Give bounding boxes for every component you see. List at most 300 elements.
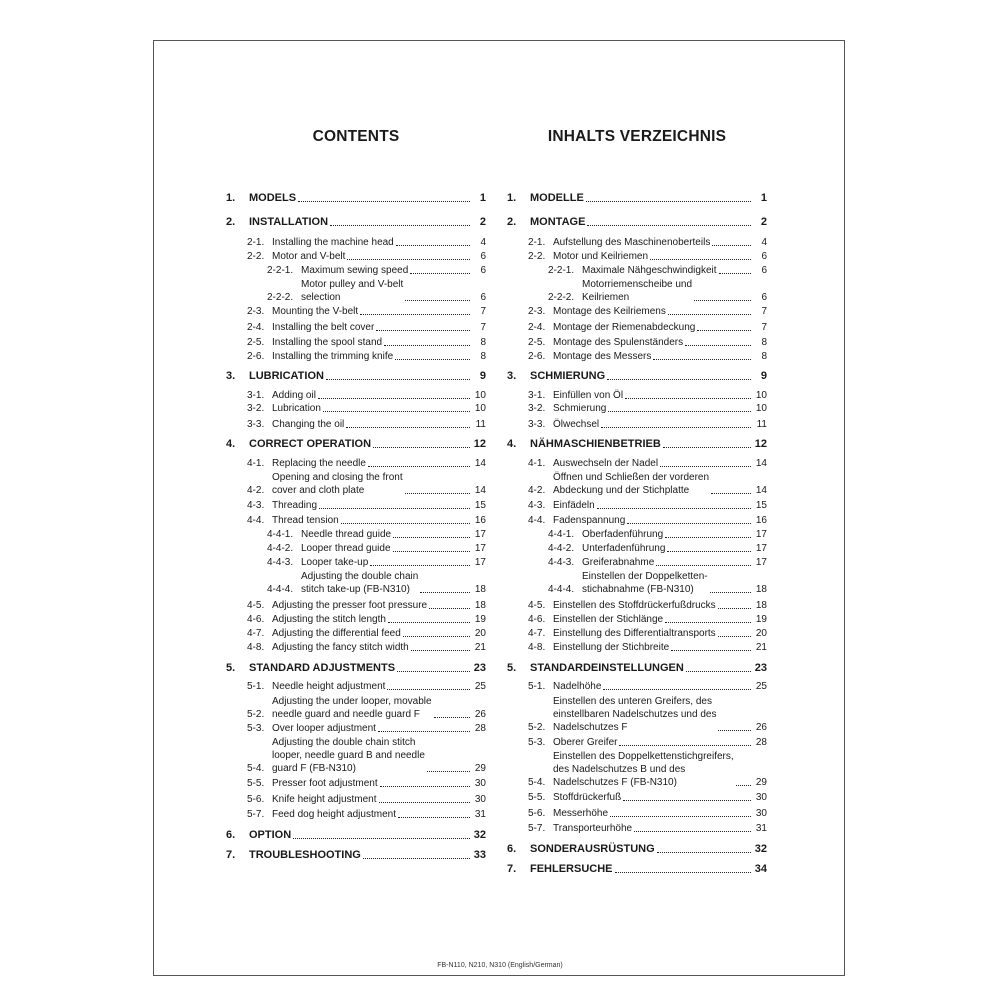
dot-leader: [376, 330, 470, 331]
toc-entry-page-number: 30: [474, 794, 486, 805]
toc-entry-number: 2-5.: [247, 337, 265, 348]
toc-entry-number: 5-4.: [528, 777, 546, 788]
toc-entry-page-number: 12: [473, 438, 486, 450]
dot-leader: [718, 730, 751, 731]
toc-entry-title: Looper take-up: [301, 557, 369, 568]
toc-entry-title: Montage des Keilriemens: [553, 306, 666, 317]
toc-entry-title: Einstellen der Doppelketten- stichabnahme (FB-N310): [582, 571, 708, 595]
toc-entry: [507, 570, 767, 596]
toc-entry: [226, 278, 486, 304]
toc-entry-title: Knife height adjustment: [272, 794, 377, 805]
toc-entry: [507, 750, 767, 789]
toc-entry: [226, 350, 486, 363]
toc-entry: [507, 499, 767, 512]
toc-entry: [507, 528, 767, 541]
toc-entry-page-number: 14: [474, 485, 486, 496]
dot-leader: [710, 592, 751, 593]
toc-section: [507, 192, 767, 205]
toc-entry-number: 3-2.: [528, 403, 546, 414]
toc-entry: [507, 542, 767, 555]
toc-entry-title: OPTION: [249, 829, 292, 841]
dot-leader: [368, 466, 470, 467]
toc-entry: [226, 250, 486, 263]
toc-entry: [226, 336, 486, 349]
toc-entry-title: FEHLERSUCHE: [530, 863, 613, 875]
toc-entry-number: 4-8.: [247, 642, 265, 653]
dot-leader: [411, 650, 470, 651]
toc-entry-page-number: 6: [761, 251, 767, 262]
toc-entry: [507, 736, 767, 749]
toc-entry-number: 4-4-2.: [267, 543, 294, 554]
dot-leader: [601, 427, 751, 428]
toc-entry-number: 2-6.: [247, 351, 265, 362]
toc-entry-title: Replacing the needle: [272, 458, 366, 469]
dot-leader: [663, 447, 751, 448]
toc-entry: [507, 264, 767, 277]
dot-leader: [384, 345, 470, 346]
toc-entry: [507, 350, 767, 363]
dot-leader: [330, 225, 470, 226]
toc-entry-title: CORRECT OPERATION: [249, 438, 372, 450]
dot-leader: [665, 622, 751, 623]
toc-entry-number: 2-2-1.: [548, 265, 575, 276]
toc-entry-number: 4-4-3.: [548, 557, 575, 568]
toc-entry: [226, 680, 486, 693]
toc-entry-number: 4-5.: [528, 600, 546, 611]
toc-entry-number: 5-1.: [528, 681, 546, 692]
toc-entry: [507, 641, 767, 654]
toc-entry-title: Mounting the V-belt: [272, 306, 359, 317]
dot-leader: [347, 259, 470, 260]
toc-entry-page-number: 8: [761, 337, 767, 348]
toc-entry-page-number: 15: [755, 500, 767, 511]
toc-entry-number: 2-6.: [528, 351, 546, 362]
dot-leader: [427, 771, 470, 772]
toc-entry-number: 2-4.: [247, 322, 265, 333]
toc-entry-title: Opening and closing the front cover and cloth plate: [272, 472, 403, 496]
toc-entry: [226, 499, 486, 512]
dot-leader: [615, 872, 751, 873]
toc-entry-title: MODELS: [249, 192, 297, 204]
toc-entry-title: Nadelhöhe: [553, 681, 602, 692]
toc-entry-number: 5-7.: [528, 823, 546, 834]
dot-leader: [318, 398, 470, 399]
toc-entry-page-number: 31: [755, 823, 767, 834]
toc-entry-page-number: 28: [755, 737, 767, 748]
toc-entry-number: 2-2.: [528, 251, 546, 262]
toc-entry-number: 4-3.: [528, 500, 546, 511]
toc-entry-page-number: 1: [479, 192, 486, 204]
toc-entry-title: Messerhöhe: [553, 808, 609, 819]
toc-entry-number: 6.: [507, 843, 517, 855]
dot-leader: [608, 411, 751, 412]
toc-entry-number: 4-4-4.: [267, 584, 294, 595]
dot-leader: [587, 225, 751, 226]
dot-leader: [668, 314, 751, 315]
toc-entry-number: 5-5.: [528, 792, 546, 803]
toc-entry: [507, 402, 767, 415]
toc-entry-number: 3-3.: [528, 419, 546, 430]
toc-entry: [507, 236, 767, 249]
toc-entry-title: Einstellung der Stichbreite: [553, 642, 670, 653]
toc-entry: [226, 528, 486, 541]
toc-entry: [507, 305, 767, 318]
toc-entry-page-number: 23: [754, 662, 767, 674]
toc-entry: [226, 389, 486, 402]
toc-entry-page-number: 10: [755, 403, 767, 414]
dot-leader: [319, 508, 470, 509]
toc-entry-title: Presser foot adjustment: [272, 778, 378, 789]
toc-entry-number: 4-4.: [247, 515, 265, 526]
toc-entry-page-number: 9: [479, 370, 486, 382]
toc-entry: [226, 793, 486, 806]
toc-section: [507, 863, 767, 876]
toc-entry-page-number: 18: [474, 584, 486, 595]
toc-entry-title: Adding oil: [272, 390, 316, 401]
toc-entry: [226, 514, 486, 527]
dot-leader: [719, 273, 751, 274]
toc-entry-page-number: 20: [474, 628, 486, 639]
dot-leader: [405, 493, 470, 494]
toc-entry-number: 2-1.: [247, 237, 265, 248]
dot-leader: [686, 671, 751, 672]
toc-entry-page-number: 21: [755, 642, 767, 653]
toc-entry-page-number: 12: [754, 438, 767, 450]
toc-entry-page-number: 14: [474, 458, 486, 469]
toc-entry: [507, 321, 767, 334]
toc-entry-number: 5-3.: [528, 737, 546, 748]
toc-entry-page-number: 21: [474, 642, 486, 653]
toc-entry-page-number: 19: [755, 614, 767, 625]
toc-entry-title: Motor und Keilriemen: [553, 251, 649, 262]
dot-leader: [607, 379, 751, 380]
toc-entry-number: 7.: [226, 849, 236, 861]
toc-entry-title: INSTALLATION: [249, 216, 329, 228]
dot-leader: [403, 636, 470, 637]
toc-entry: [226, 777, 486, 790]
toc-entry-title: STANDARDEINSTELLUNGEN: [530, 662, 684, 674]
toc-entry: [507, 822, 767, 835]
toc-entry-page-number: 6: [480, 265, 486, 276]
dot-leader: [410, 273, 470, 274]
toc-entry-page-number: 6: [761, 292, 767, 303]
toc-entry-page-number: 30: [755, 792, 767, 803]
toc-entry-page-number: 20: [755, 628, 767, 639]
toc-entry: [226, 599, 486, 612]
toc-entry: [507, 599, 767, 612]
toc-entry-number: 1.: [226, 192, 236, 204]
dot-leader: [736, 785, 751, 786]
dot-leader: [711, 493, 751, 494]
toc-entry-number: 2-5.: [528, 337, 546, 348]
toc-entry-page-number: 6: [480, 292, 486, 303]
toc-entry: [226, 722, 486, 735]
toc-entry-title: Fadenspannung: [553, 515, 626, 526]
toc-entry-number: 2-2-2.: [548, 292, 575, 303]
toc-entry: [226, 736, 486, 775]
toc-entry: [507, 471, 767, 497]
toc-entry-number: 4-3.: [247, 500, 265, 511]
toc-entry-number: 4-4-3.: [267, 557, 294, 568]
toc-entry-title: Oberer Greifer: [553, 737, 618, 748]
toc-entry-page-number: 10: [474, 403, 486, 414]
toc-entry-number: 4-2.: [528, 485, 546, 496]
dot-leader: [429, 608, 470, 609]
dot-leader: [660, 466, 751, 467]
toc-entry-title: Adjusting the presser foot pressure: [272, 600, 428, 611]
toc-entry-page-number: 16: [755, 515, 767, 526]
toc-entry-number: 6.: [226, 829, 236, 841]
toc-entry-page-number: 15: [474, 500, 486, 511]
page-footer: FB-N110, N210, N310 (English/German): [437, 962, 563, 969]
toc-entry-number: 4-1.: [528, 458, 546, 469]
dot-leader: [379, 802, 470, 803]
toc-entry-title: Lubrication: [272, 403, 321, 414]
toc-section: [507, 438, 767, 451]
dot-leader: [398, 817, 470, 818]
toc-entry: [507, 613, 767, 626]
toc-entry-title: Stoffdrückerfuß: [553, 792, 622, 803]
toc-entry-number: 5.: [226, 662, 236, 674]
toc-entry-title: Unterfadenführung: [582, 543, 666, 554]
toc-entry: [507, 250, 767, 263]
toc-entry: [226, 570, 486, 596]
toc-entry-title: Montage des Spulenständers: [553, 337, 684, 348]
dot-leader: [694, 300, 751, 301]
toc-entry-title: Einfüllen von Öl: [553, 390, 624, 401]
toc-entry-page-number: 29: [474, 763, 486, 774]
toc-entry-title: LUBRICATION: [249, 370, 324, 382]
dot-leader: [378, 731, 470, 732]
toc-entry-number: 2-4.: [528, 322, 546, 333]
toc-entry: [226, 695, 486, 721]
toc-entry: [507, 278, 767, 304]
toc-entry: [507, 807, 767, 820]
dot-leader: [586, 201, 751, 202]
toc-entry-page-number: 2: [479, 216, 486, 228]
dot-leader: [657, 852, 751, 853]
toc-entry-page-number: 30: [474, 778, 486, 789]
toc-entry-number: 5-4.: [247, 763, 265, 774]
toc-entry-title: Einstellen des Doppelkettenstichgreifers, des Nadelschutzes B und des Nadelschutzes F (FB-N310): [553, 751, 734, 788]
toc-entry-page-number: 2: [760, 216, 767, 228]
toc-entry-number: 2-2.: [247, 251, 265, 262]
toc-entry-number: 4-7.: [528, 628, 546, 639]
dot-leader: [685, 345, 751, 346]
toc-entry-title: Einstellung des Differentialtransports: [553, 628, 716, 639]
toc-entry: [226, 305, 486, 318]
dot-leader: [653, 359, 751, 360]
dot-leader: [627, 523, 751, 524]
toc-entry-number: 1.: [507, 192, 517, 204]
toc-entry: [226, 457, 486, 470]
toc-entry-page-number: 6: [761, 265, 767, 276]
toc-entry-number: 5-5.: [247, 778, 265, 789]
dot-leader: [293, 838, 470, 839]
toc-entry-page-number: 17: [474, 543, 486, 554]
toc-entry-number: 4-7.: [247, 628, 265, 639]
toc-entry: [507, 514, 767, 527]
toc-entry-title: Installing the spool stand: [272, 337, 383, 348]
toc-entry-title: SCHMIERUNG: [530, 370, 606, 382]
toc-section: [226, 829, 486, 842]
dot-leader: [619, 745, 751, 746]
toc-entry-title: Aufstellung des Maschinenoberteils: [553, 237, 711, 248]
toc-entry-number: 2-3.: [247, 306, 265, 317]
toc-entry-title: Adjusting the double chain stitch looper, needle guard B and needle guard F (FB-N310): [272, 737, 425, 774]
toc-entry-title: Transporteurhöhe: [553, 823, 633, 834]
toc-entry-number: 2.: [507, 216, 517, 228]
toc-entry-title: Oberfadenführung: [582, 529, 664, 540]
toc-entry-number: 4-4-2.: [548, 543, 575, 554]
toc-entry-title: STANDARD ADJUSTMENTS: [249, 662, 396, 674]
toc-entry: [226, 627, 486, 640]
toc-entry-page-number: 6: [480, 251, 486, 262]
toc-entry-page-number: 8: [761, 351, 767, 362]
dot-leader: [326, 379, 470, 380]
toc-section: [507, 370, 767, 383]
dot-leader: [395, 359, 470, 360]
toc-entry-title: Adjusting the differential feed: [272, 628, 401, 639]
toc-entry-title: Adjusting the double chain stitch take-up (FB-N310): [301, 571, 419, 595]
dot-leader: [603, 689, 751, 690]
toc-entry-number: 2-2-2.: [267, 292, 294, 303]
toc-entry-page-number: 4: [761, 237, 767, 248]
toc-entry-number: 2-3.: [528, 306, 546, 317]
dot-leader: [360, 314, 470, 315]
toc-entry-page-number: 10: [474, 390, 486, 401]
dot-leader: [397, 671, 470, 672]
toc-entry-title: NÄHMASCHIENBETRIEB: [530, 438, 661, 450]
dot-leader: [341, 523, 470, 524]
toc-entry-page-number: 17: [755, 557, 767, 568]
toc-entry-number: 3.: [507, 370, 517, 382]
toc-section: [226, 662, 486, 675]
toc-entry-title: Changing the oil: [272, 419, 345, 430]
toc-entry-title: Feed dog height adjustment: [272, 809, 396, 820]
toc-entry-number: 4-4-1.: [267, 529, 294, 540]
toc-entry-number: 4-4.: [528, 515, 546, 526]
toc-entry-number: 4-4-4.: [548, 584, 575, 595]
toc-entry-title: Maximum sewing speed: [301, 265, 409, 276]
dot-leader: [323, 411, 470, 412]
toc-entry-number: 4-4-1.: [548, 529, 575, 540]
toc-entry-title: Motor pulley and V-belt selection: [301, 279, 404, 303]
toc-entry-number: 2-1.: [528, 237, 546, 248]
toc-section: [226, 438, 486, 451]
toc-entry-title: Thread tension: [272, 515, 339, 526]
toc-entry-number: 4-1.: [247, 458, 265, 469]
dot-leader: [623, 800, 751, 801]
toc-entry: [226, 402, 486, 415]
toc-entry-page-number: 7: [761, 306, 767, 317]
dot-leader: [393, 551, 470, 552]
toc-entry: [226, 556, 486, 569]
toc-entry-page-number: 8: [480, 337, 486, 348]
toc-entry-page-number: 18: [755, 600, 767, 611]
toc-entry-page-number: 29: [755, 777, 767, 788]
toc-entry-page-number: 18: [474, 600, 486, 611]
toc-entry-number: 4-2.: [247, 485, 265, 496]
toc-entry-title: Einstellen des Stoffdrückerfußdrucks: [553, 600, 716, 611]
toc-entry-title: Motor and V-belt: [272, 251, 346, 262]
dot-leader: [380, 786, 470, 787]
toc-entry: [226, 264, 486, 277]
toc-entry-title: Montage des Messers: [553, 351, 652, 362]
toc-entry-page-number: 14: [755, 458, 767, 469]
toc-entry-title: Over looper adjustment: [272, 723, 376, 734]
toc-entry: [507, 791, 767, 804]
toc-section: [226, 216, 486, 229]
toc-entry-page-number: 14: [755, 485, 767, 496]
toc-section: [226, 849, 486, 862]
contents-heading-german: INHALTS VERZEICHNIS: [547, 128, 727, 145]
toc-entry-title: Greiferabnahme: [582, 557, 655, 568]
toc-entry-number: 2-2-1.: [267, 265, 294, 276]
toc-entry-page-number: 1: [760, 192, 767, 204]
toc-entry-page-number: 7: [480, 306, 486, 317]
toc-entry-page-number: 17: [474, 557, 486, 568]
toc-entry-title: Needle height adjustment: [272, 681, 386, 692]
toc-entry: [226, 641, 486, 654]
toc-entry-page-number: 25: [755, 681, 767, 692]
toc-entry-page-number: 18: [755, 584, 767, 595]
toc-entry-number: 5-2.: [247, 709, 265, 720]
toc-entry-page-number: 32: [754, 843, 767, 855]
toc-entry-number: 3.: [226, 370, 236, 382]
toc-entry-title: Auswechseln der Nadel: [553, 458, 659, 469]
toc-entry-number: 4.: [507, 438, 517, 450]
toc-entry-title: TROUBLESHOOTING: [249, 849, 361, 861]
dot-leader: [697, 330, 751, 331]
toc-entry-title: Installing the machine head: [272, 237, 394, 248]
toc-entry: [507, 627, 767, 640]
toc-entry-page-number: 32: [473, 829, 486, 841]
toc-entry-title: Ölwechsel: [553, 419, 600, 430]
toc-entry-title: Adjusting the fancy stitch width: [272, 642, 409, 653]
toc-entry-number: 2.: [226, 216, 236, 228]
toc-entry-title: Needle thread guide: [301, 529, 392, 540]
toc-section: [507, 662, 767, 675]
dot-leader: [405, 300, 470, 301]
toc-entry-number: 4-5.: [247, 600, 265, 611]
toc-entry-page-number: 33: [473, 849, 486, 861]
toc-entry-number: 4-8.: [528, 642, 546, 653]
toc-entry: [507, 695, 767, 734]
toc-entry-page-number: 9: [760, 370, 767, 382]
toc-entry-title: Schmierung: [553, 403, 607, 414]
toc-entry-page-number: 30: [755, 808, 767, 819]
toc-entry-title: Looper thread guide: [301, 543, 391, 554]
dot-leader: [712, 245, 751, 246]
toc-entry-number: 4-6.: [528, 614, 546, 625]
toc-entry: [226, 808, 486, 821]
toc-entry-title: MODELLE: [530, 192, 584, 204]
toc-entry-page-number: 4: [480, 237, 486, 248]
toc-entry-number: 3-1.: [528, 390, 546, 401]
toc-entry-title: SONDERAUSRÜSTUNG: [530, 843, 655, 855]
dot-leader: [634, 831, 751, 832]
dot-leader: [370, 565, 470, 566]
toc-entry: [226, 418, 486, 431]
toc-entry-title: Threading: [272, 500, 318, 511]
dot-leader: [393, 537, 470, 538]
toc-entry-page-number: 7: [480, 322, 486, 333]
toc-entry-number: 5-3.: [247, 723, 265, 734]
toc-entry: [507, 389, 767, 402]
toc-entry-title: Montage der Riemenabdeckung: [553, 322, 696, 333]
toc-entry: [226, 236, 486, 249]
